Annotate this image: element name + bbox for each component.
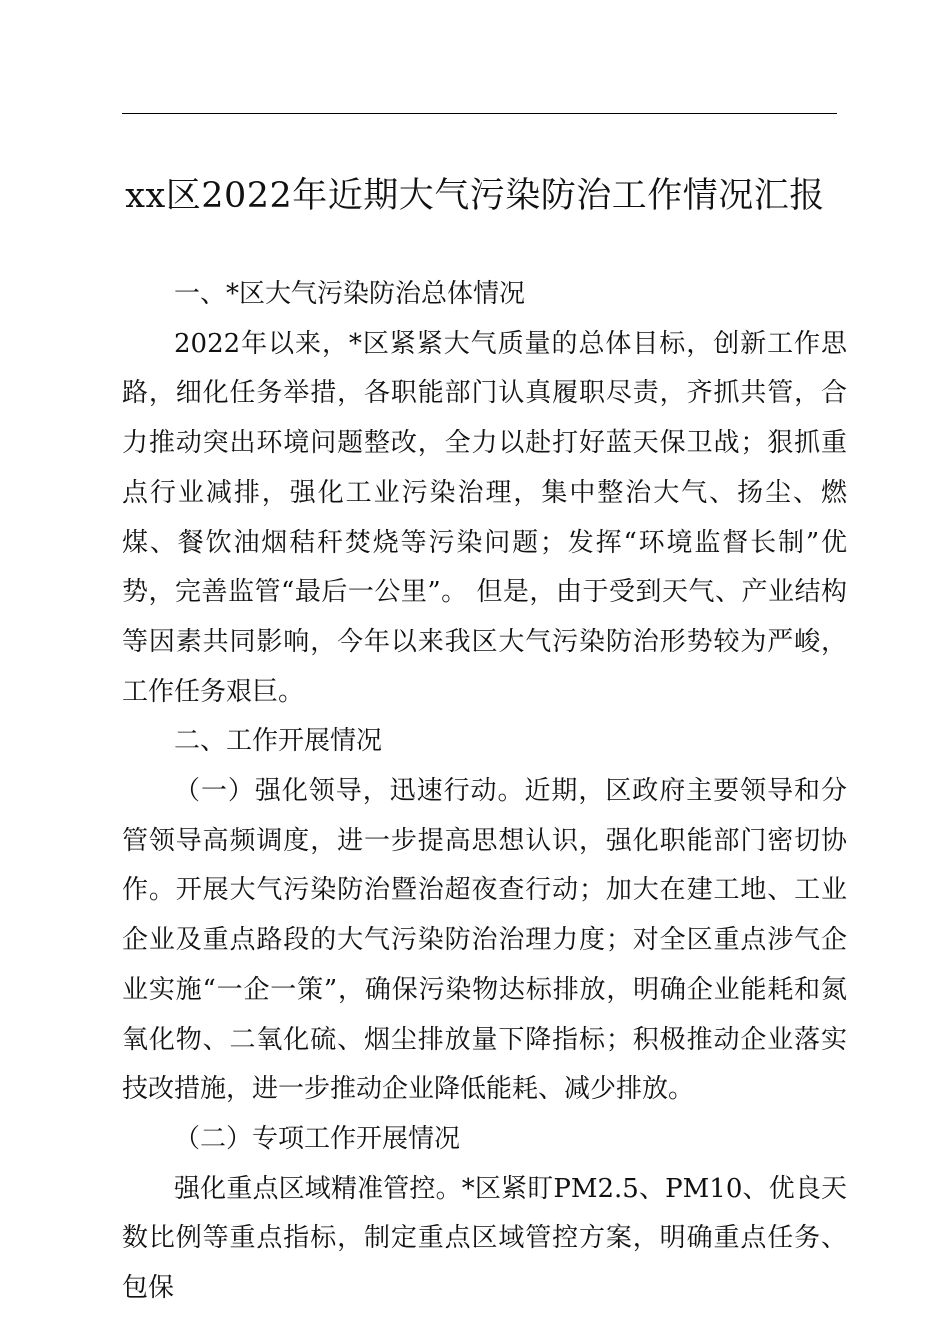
- paragraph-key-area-control: 强化重点区域精准管控。*区紧盯PM2.5、PM10、优良天数比例等重点指标，制定重点区域管控方案，明确重点任务、包保: [122, 1173, 847, 1304]
- subsection-heading-special-work: （二）专项工作开展情况: [174, 1123, 461, 1154]
- paragraph-overview: 2022年以来，*区紧紧大气质量的总体目标，创新工作思路，细化任务举措，各职能部门认真履职尽责，齐抓共管，合力推动突出环境问题整改，全力以赴打好蓝天保卫战；狠抓重点行业减排，强化工业污染治理，集中整治大气、扬尘、燃煤、餐饮油烟秸秆焚烧等污染问题；发挥“环境监督长制”优势，完善监管“最后一公里”。 但是，由于受到天气、产业结构等因素共同影响，今年以来我区大气污染防治形势较为严峻，工作任务艰巨。: [122, 328, 847, 707]
- document-title: xx区2022年近期大气污染防治工作情况汇报: [125, 176, 825, 216]
- section-heading-overview: 一、*区大气污染防治总体情况: [174, 279, 526, 309]
- header-rule: [122, 113, 837, 114]
- document-body: [122, 270, 847, 1314]
- paragraph-leadership: （一）强化领导，迅速行动。近期，区政府主要领导和分管领导高频调度，进一步提高思想认识，强化职能部门密切协作。开展大气污染防治暨治超夜查行动；加大在建工地、工业企业及重点路段的大气污染防治治理力度；对全区重点涉气企业实施“一企一策”，确保污染物达标排放，明确企业能耗和氮氧化物、二氧化硫、烟尘排放量下降指标；积极推动企业落实技改措施，进一步推动企业降低能耗、减少排放。: [122, 776, 847, 1105]
- section-heading-work-progress: 二、工作开展情况: [174, 726, 383, 757]
